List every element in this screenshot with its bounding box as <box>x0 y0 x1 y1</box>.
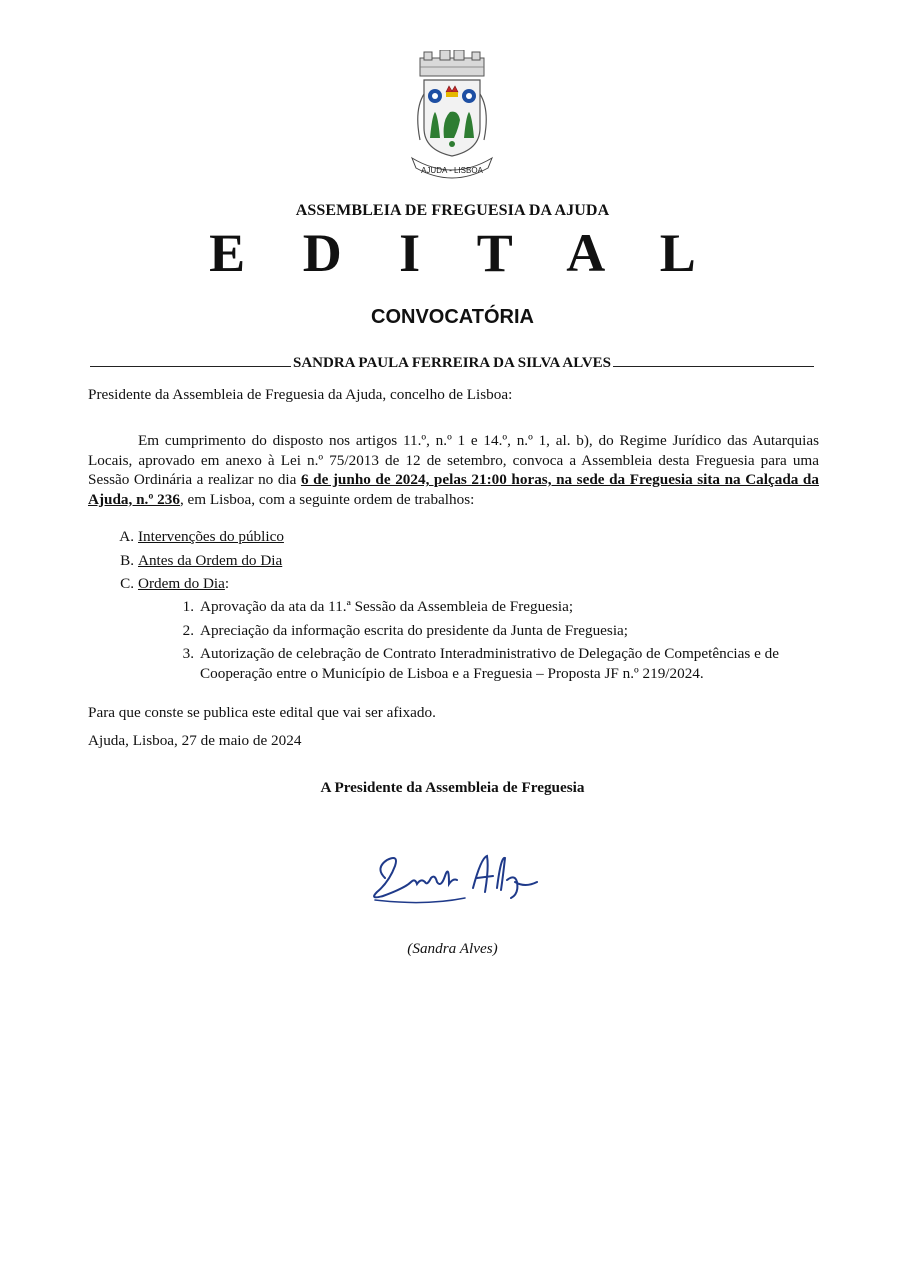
organization-name: ASSEMBLEIA DE FREGUESIA DA AJUDA <box>295 202 610 219</box>
intro-paragraph <box>88 431 819 509</box>
underscore-rule-left <box>90 366 291 367</box>
signatory-name: (Sandra Alves) <box>407 940 498 957</box>
agenda-subitems <box>88 597 828 687</box>
subitem-text: Autorização de celebração de Contrato Interadministrativo de Delegação de Competências e de Cooperação entre o Município de Lisboa e a Freguesia – Proposta JF n.º 219/2024. <box>200 645 779 682</box>
intro-end: , em Lisboa, com a seguinte ordem de trabalhos: <box>179 490 475 508</box>
agenda-item <box>88 525 828 549</box>
crest-motto: AJUDA - LISBOA <box>421 166 483 175</box>
subitem <box>88 621 828 641</box>
agenda-list <box>88 525 828 596</box>
subitem-marker: 2. <box>182 621 194 639</box>
name-line <box>90 355 814 372</box>
agenda-suffix: : <box>224 575 230 592</box>
coat-of-arms-icon <box>402 50 502 180</box>
agenda-label: Intervenções do público <box>138 528 284 545</box>
president-name: SANDRA PAULA FERREIRA DA SILVA ALVES <box>292 355 612 371</box>
agenda-label: Ordem do Dia <box>138 575 225 592</box>
agenda-item <box>88 572 828 596</box>
subitem-marker: 3. <box>182 645 194 662</box>
subitem-text: Aprovação da ata da 11.ª Sessão da Assembleia de Freguesia; <box>200 598 574 615</box>
signatory-title: A Presidente da Assembleia de Freguesia <box>320 779 585 796</box>
agenda-marker: A. <box>119 528 134 545</box>
subitem <box>88 644 828 683</box>
role-line: Presidente da Assembleia de Freguesia da Ajuda, concelho de Lisboa: <box>88 386 513 403</box>
subitem-marker: 1. <box>182 598 194 615</box>
agenda-marker: C. <box>120 575 134 592</box>
agenda-item <box>88 549 828 573</box>
publish-line: Para que conste se publica este edital que vai ser afixado. <box>88 704 436 721</box>
subitem-text: Apreciação da informação escrita do presidente da Junta de Freguesia; <box>200 621 629 639</box>
agenda-label: Antes da Ordem do Dia <box>138 551 283 569</box>
intro-bold: 6 de junho de 2024, pelas 21:00 horas, na sede da Freguesia sita na Calçada da Ajuda, n.º 236 <box>88 471 819 508</box>
underscore-rule-right <box>613 366 814 367</box>
document-subtitle: CONVOCATÓRIA <box>371 306 534 328</box>
handwritten-signature <box>365 848 545 908</box>
intro-start: Em cumprimento do disposto nos artigos 11.º, n.º 1 e 14.º, n.º 1, al. b), do Regime Jurídico das Autarquias Locais, aprovado em anexo à Lei n.º 75/2013 de 12 de setembro, convoca a Assembleia desta Freguesia para uma Sessão Ordinária a realizar no dia <box>88 432 819 488</box>
document-title: E D I T A L <box>209 223 718 283</box>
agenda-marker: B. <box>120 551 134 569</box>
subitem <box>88 597 828 617</box>
place-date: Ajuda, Lisboa, 27 de maio de 2024 <box>88 732 302 749</box>
